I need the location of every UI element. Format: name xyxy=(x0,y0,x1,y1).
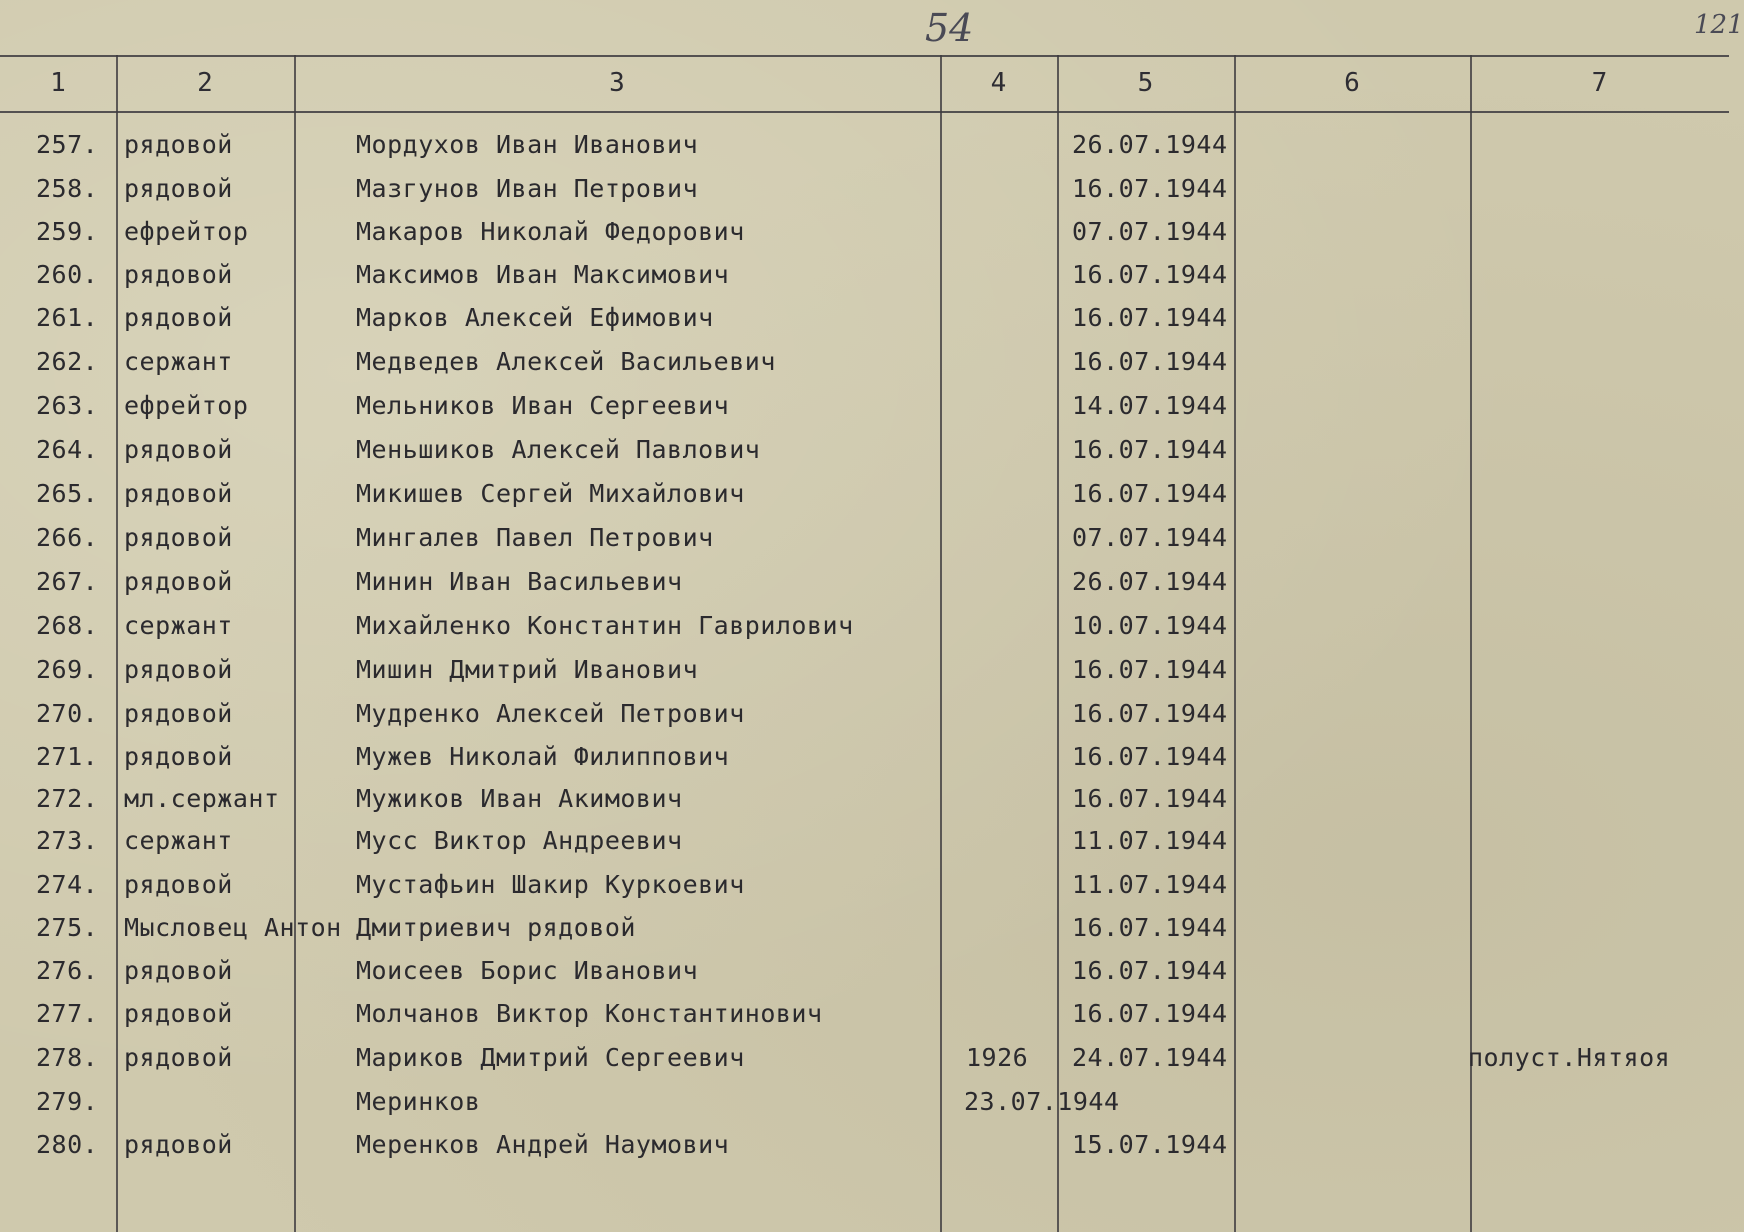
location-cell: полуст.Нятяоя xyxy=(1468,1043,1671,1072)
name-cell: Моисеев Борис Иванович xyxy=(356,956,699,985)
row-number: 279. xyxy=(36,1087,99,1116)
date-cell: 16.07.1944 xyxy=(1072,655,1228,684)
date-cell: 07.07.1944 xyxy=(1072,217,1228,246)
row-number: 258. xyxy=(36,174,99,203)
column-header-3: 3 xyxy=(609,68,625,98)
table-row xyxy=(0,169,1729,209)
table-row xyxy=(0,474,1729,514)
column-header-2: 2 xyxy=(197,68,213,98)
rank-cell: рядовой xyxy=(124,303,233,332)
table-row xyxy=(0,737,1729,777)
rank-cell: рядовой xyxy=(124,1043,233,1072)
name-cell: Мордухов Иван Иванович xyxy=(356,130,699,159)
name-cell: Мустафьин Шакир Куркоевич xyxy=(356,870,745,899)
rank-cell: рядовой xyxy=(124,742,233,771)
date-cell: 16.07.1944 xyxy=(1072,784,1228,813)
column-header-6: 6 xyxy=(1344,68,1360,98)
date-cell: 14.07.1944 xyxy=(1072,391,1228,420)
rank-cell: сержант xyxy=(124,826,233,855)
rank-cell: рядовой xyxy=(124,567,233,596)
date-cell: 26.07.1944 xyxy=(1072,130,1228,159)
handwritten-page-number: 54 xyxy=(925,6,974,50)
rank-cell: ефрейтор xyxy=(124,391,249,420)
name-cell: Мужев Николай Филиппович xyxy=(356,742,730,771)
column-header-5: 5 xyxy=(1137,68,1154,98)
name-cell: Медведев Алексей Васильевич xyxy=(356,347,776,376)
rank-cell: рядовой xyxy=(124,260,233,289)
row-number: 275. xyxy=(36,913,99,942)
rank-cell: рядовой xyxy=(124,699,233,728)
col4-cell: 23.07.1944 xyxy=(964,1087,1120,1116)
name-cell: Мельников Иван Сергеевич xyxy=(356,391,730,420)
name-cell: Мишин Дмитрий Иванович xyxy=(356,655,699,684)
rank-cell: сержант xyxy=(124,611,233,640)
name-cell: Дмитриевич рядовой xyxy=(356,913,636,942)
row-number: 270. xyxy=(36,699,99,728)
table-row xyxy=(0,430,1729,470)
table-row xyxy=(0,865,1729,905)
rank-cell: рядовой xyxy=(124,479,233,508)
date-cell: 16.07.1944 xyxy=(1072,479,1228,508)
name-cell: Меньшиков Алексей Павлович xyxy=(356,435,761,464)
rank-cell: Мысловец Антон xyxy=(124,913,342,942)
date-cell: 16.07.1944 xyxy=(1072,303,1228,332)
name-cell: Мужиков Иван Акимович xyxy=(356,784,683,813)
row-number: 266. xyxy=(36,523,99,552)
table-row xyxy=(0,255,1729,295)
row-number: 269. xyxy=(36,655,99,684)
name-cell: Мудренко Алексей Петрович xyxy=(356,699,745,728)
table-row xyxy=(0,1038,1729,1078)
row-number: 267. xyxy=(36,567,99,596)
column-header-1: 1 xyxy=(50,68,66,98)
name-cell: Мингалев Павел Петрович xyxy=(356,523,714,552)
table-row xyxy=(0,694,1729,734)
table-row xyxy=(0,212,1729,252)
row-number: 277. xyxy=(36,999,99,1028)
name-cell: Мусс Виктор Андреевич xyxy=(356,826,683,855)
table-row xyxy=(0,650,1729,690)
table-row xyxy=(0,125,1729,165)
row-number: 260. xyxy=(36,260,99,289)
name-cell: Макаров Николай Федорович xyxy=(356,217,745,246)
date-cell: 16.07.1944 xyxy=(1072,260,1228,289)
table-row xyxy=(0,1082,1729,1122)
table-row xyxy=(0,1125,1729,1165)
table-row xyxy=(0,951,1729,991)
table-row xyxy=(0,386,1729,426)
date-cell: 11.07.1944 xyxy=(1072,826,1228,855)
rank-cell: рядовой xyxy=(124,999,233,1028)
rank-cell: ефрейтор xyxy=(124,217,249,246)
row-number: 274. xyxy=(36,870,99,899)
date-cell: 10.07.1944 xyxy=(1072,611,1228,640)
name-cell: Марков Алексей Ефимович xyxy=(356,303,714,332)
table-row xyxy=(0,518,1729,558)
date-cell: 24.07.1944 xyxy=(1072,1043,1228,1072)
row-number: 271. xyxy=(36,742,99,771)
date-cell: 16.07.1944 xyxy=(1072,347,1228,376)
table-row xyxy=(0,821,1729,861)
column-header-7: 7 xyxy=(1591,68,1608,98)
table-row xyxy=(0,562,1729,602)
row-number: 268. xyxy=(36,611,99,640)
date-cell: 16.07.1944 xyxy=(1072,699,1228,728)
row-number: 276. xyxy=(36,956,99,985)
name-cell: Молчанов Виктор Константинович xyxy=(356,999,823,1028)
table-row xyxy=(0,908,1729,948)
row-number: 273. xyxy=(36,826,99,855)
row-number: 264. xyxy=(36,435,99,464)
rank-cell: мл.сержант xyxy=(124,784,280,813)
date-cell: 26.07.1944 xyxy=(1072,567,1228,596)
name-cell: Минин Иван Васильевич xyxy=(356,567,683,596)
table-row xyxy=(0,606,1729,646)
row-number: 261. xyxy=(36,303,99,332)
name-cell: Микишев Сергей Михайлович xyxy=(356,479,745,508)
rank-cell: рядовой xyxy=(124,435,233,464)
date-cell: 07.07.1944 xyxy=(1072,523,1228,552)
name-cell: Мариков Дмитрий Сергеевич xyxy=(356,1043,745,1072)
rank-cell: сержант xyxy=(124,347,233,376)
date-cell: 16.07.1944 xyxy=(1072,742,1228,771)
table-row xyxy=(0,779,1729,819)
rank-cell: рядовой xyxy=(124,523,233,552)
name-cell: Меринков xyxy=(356,1087,481,1116)
name-cell: Меренков Андрей Наумович xyxy=(356,1130,730,1159)
row-number: 278. xyxy=(36,1043,99,1072)
date-cell: 15.07.1944 xyxy=(1072,1130,1228,1159)
table-row xyxy=(0,298,1729,338)
name-cell: Максимов Иван Максимович xyxy=(356,260,730,289)
rank-cell: рядовой xyxy=(124,655,233,684)
table-row xyxy=(0,994,1729,1034)
date-cell: 16.07.1944 xyxy=(1072,956,1228,985)
date-cell: 16.07.1944 xyxy=(1072,435,1228,464)
row-number: 263. xyxy=(36,391,99,420)
col4-cell: 1926 xyxy=(966,1043,1029,1072)
row-number: 262. xyxy=(36,347,99,376)
date-cell: 16.07.1944 xyxy=(1072,174,1228,203)
rank-cell: рядовой xyxy=(124,870,233,899)
rank-cell: рядовой xyxy=(124,130,233,159)
rank-cell: рядовой xyxy=(124,174,233,203)
rank-cell: рядовой xyxy=(124,956,233,985)
row-number: 257. xyxy=(36,130,99,159)
table-row xyxy=(0,342,1729,382)
name-cell: Мазгунов Иван Петрович xyxy=(356,174,699,203)
column-header-4: 4 xyxy=(990,68,1007,98)
row-number: 265. xyxy=(36,479,99,508)
date-cell: 16.07.1944 xyxy=(1072,913,1228,942)
rank-cell: рядовой xyxy=(124,1130,233,1159)
handwritten-corner-mark: 121 xyxy=(1694,10,1744,40)
row-number: 272. xyxy=(36,784,99,813)
row-number: 259. xyxy=(36,217,99,246)
row-number: 280. xyxy=(36,1130,99,1159)
date-cell: 11.07.1944 xyxy=(1072,870,1228,899)
name-cell: Михайленко Константин Гаврилович xyxy=(356,611,854,640)
date-cell: 16.07.1944 xyxy=(1072,999,1228,1028)
